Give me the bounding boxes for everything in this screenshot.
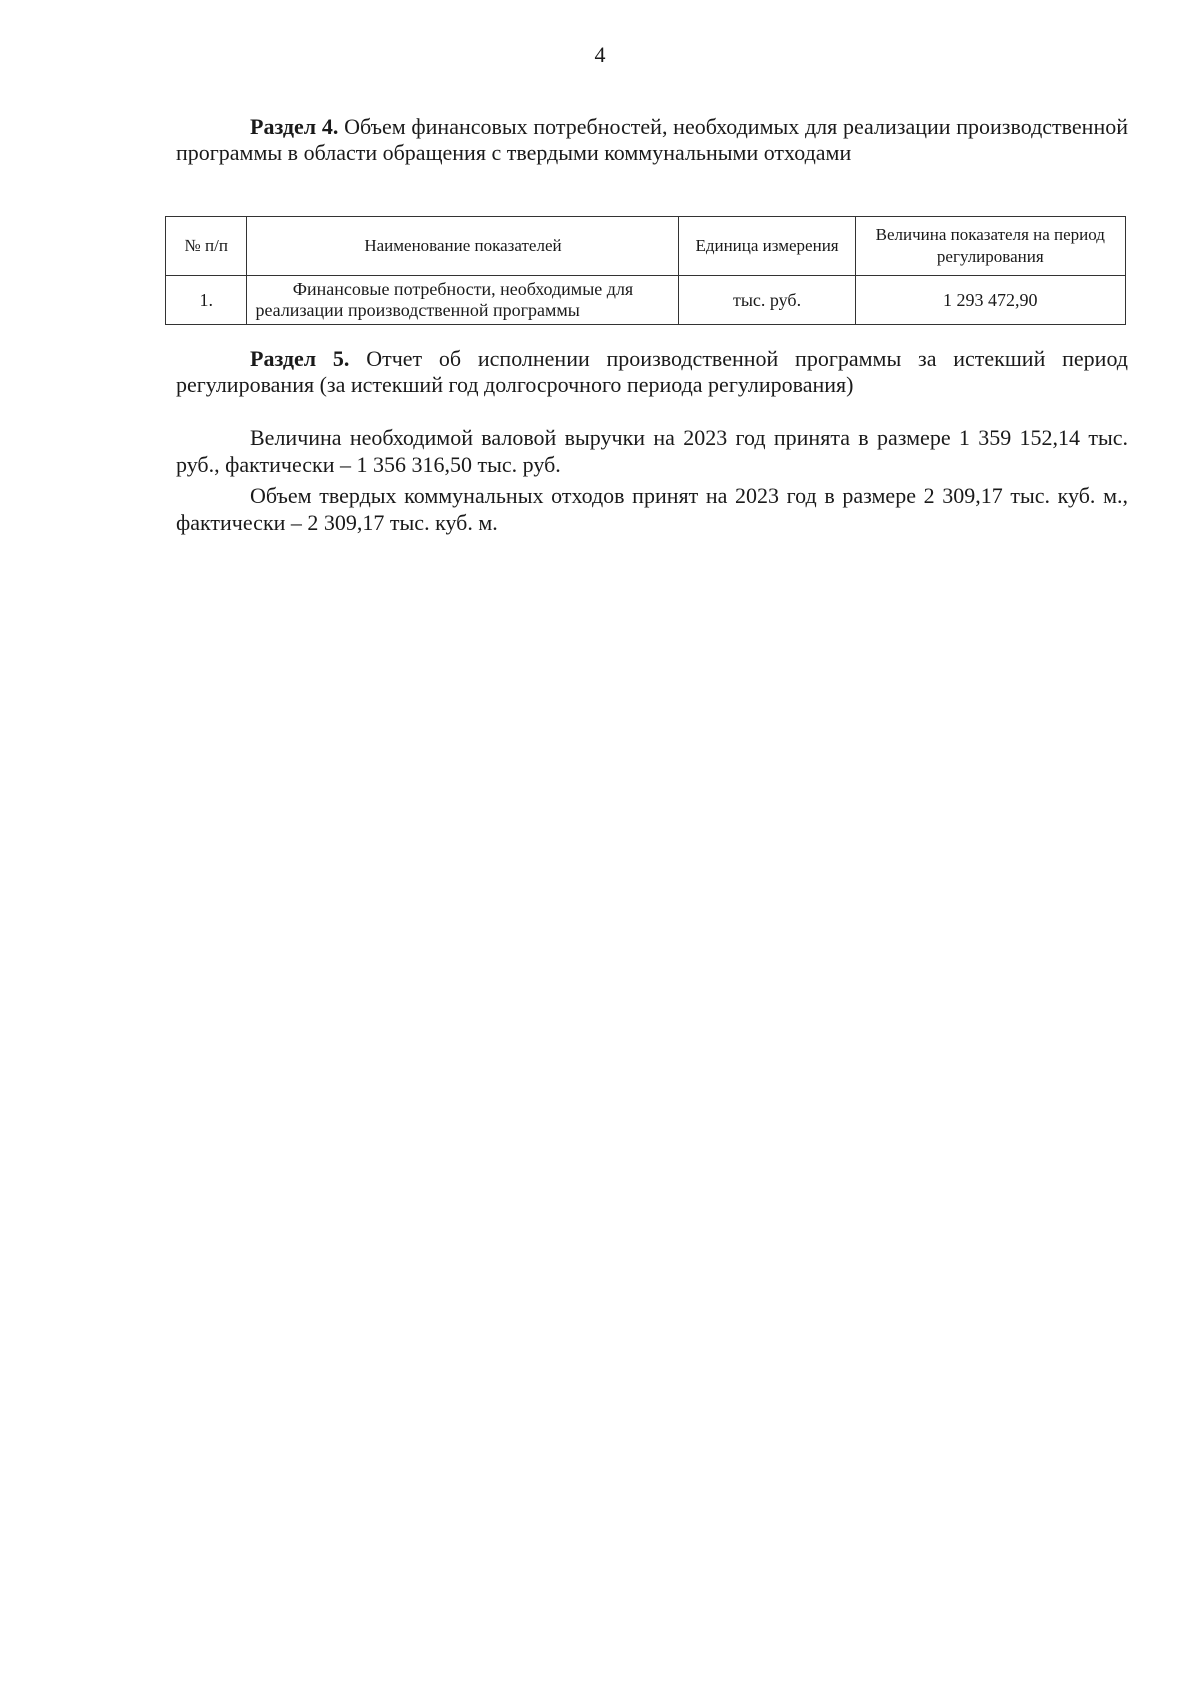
paragraph-revenue (176, 424, 1128, 478)
section-5-label: Раздел 5. (250, 346, 350, 371)
financial-needs-table (165, 216, 1126, 325)
header-name: Наименование показателей (247, 217, 679, 276)
section-4-text: Объем финансовых потребностей, необходимых для реализации производственной программы в области обращения с твердыми коммунальными отходами (176, 114, 1129, 165)
row-unit: тыс. руб. (679, 276, 855, 325)
financial-needs-table-wrapper (176, 216, 1128, 325)
row-name: Финансовые потребности, необходимые для реализации производственной программы (247, 276, 679, 325)
row-num: 1. (166, 276, 247, 325)
header-value: Величина показателя на период регулирования (855, 217, 1125, 276)
paragraph-waste-volume (176, 482, 1128, 536)
row-value: 1 293 472,90 (855, 276, 1125, 325)
paragraph-waste-volume-text: Объем твердых коммунальных отходов принят на 2023 год в размере 2 309,17 тыс. куб. м., фактически – 2 309,17 тыс. куб. м. (176, 483, 1128, 535)
section-5-heading (176, 346, 1128, 398)
section-5-text: Отчет об исполнении производственной программы за истекший период регулирования (за истекший год долгосрочного периода регулирования) (176, 346, 1129, 397)
header-num: № п/п (166, 217, 247, 276)
section-4-heading (176, 114, 1128, 166)
header-unit: Единица измерения (679, 217, 855, 276)
section-4-label: Раздел 4. (250, 114, 339, 139)
table-row (166, 276, 1126, 325)
table-header-row (166, 217, 1126, 276)
paragraph-revenue-text: Величина необходимой валовой выручки на 2023 год принята в размере 1 359 152,14 тыс. руб., фактически – 1 356 316,50 тыс. руб. (176, 425, 1128, 477)
page-number: 4 (594, 42, 606, 67)
